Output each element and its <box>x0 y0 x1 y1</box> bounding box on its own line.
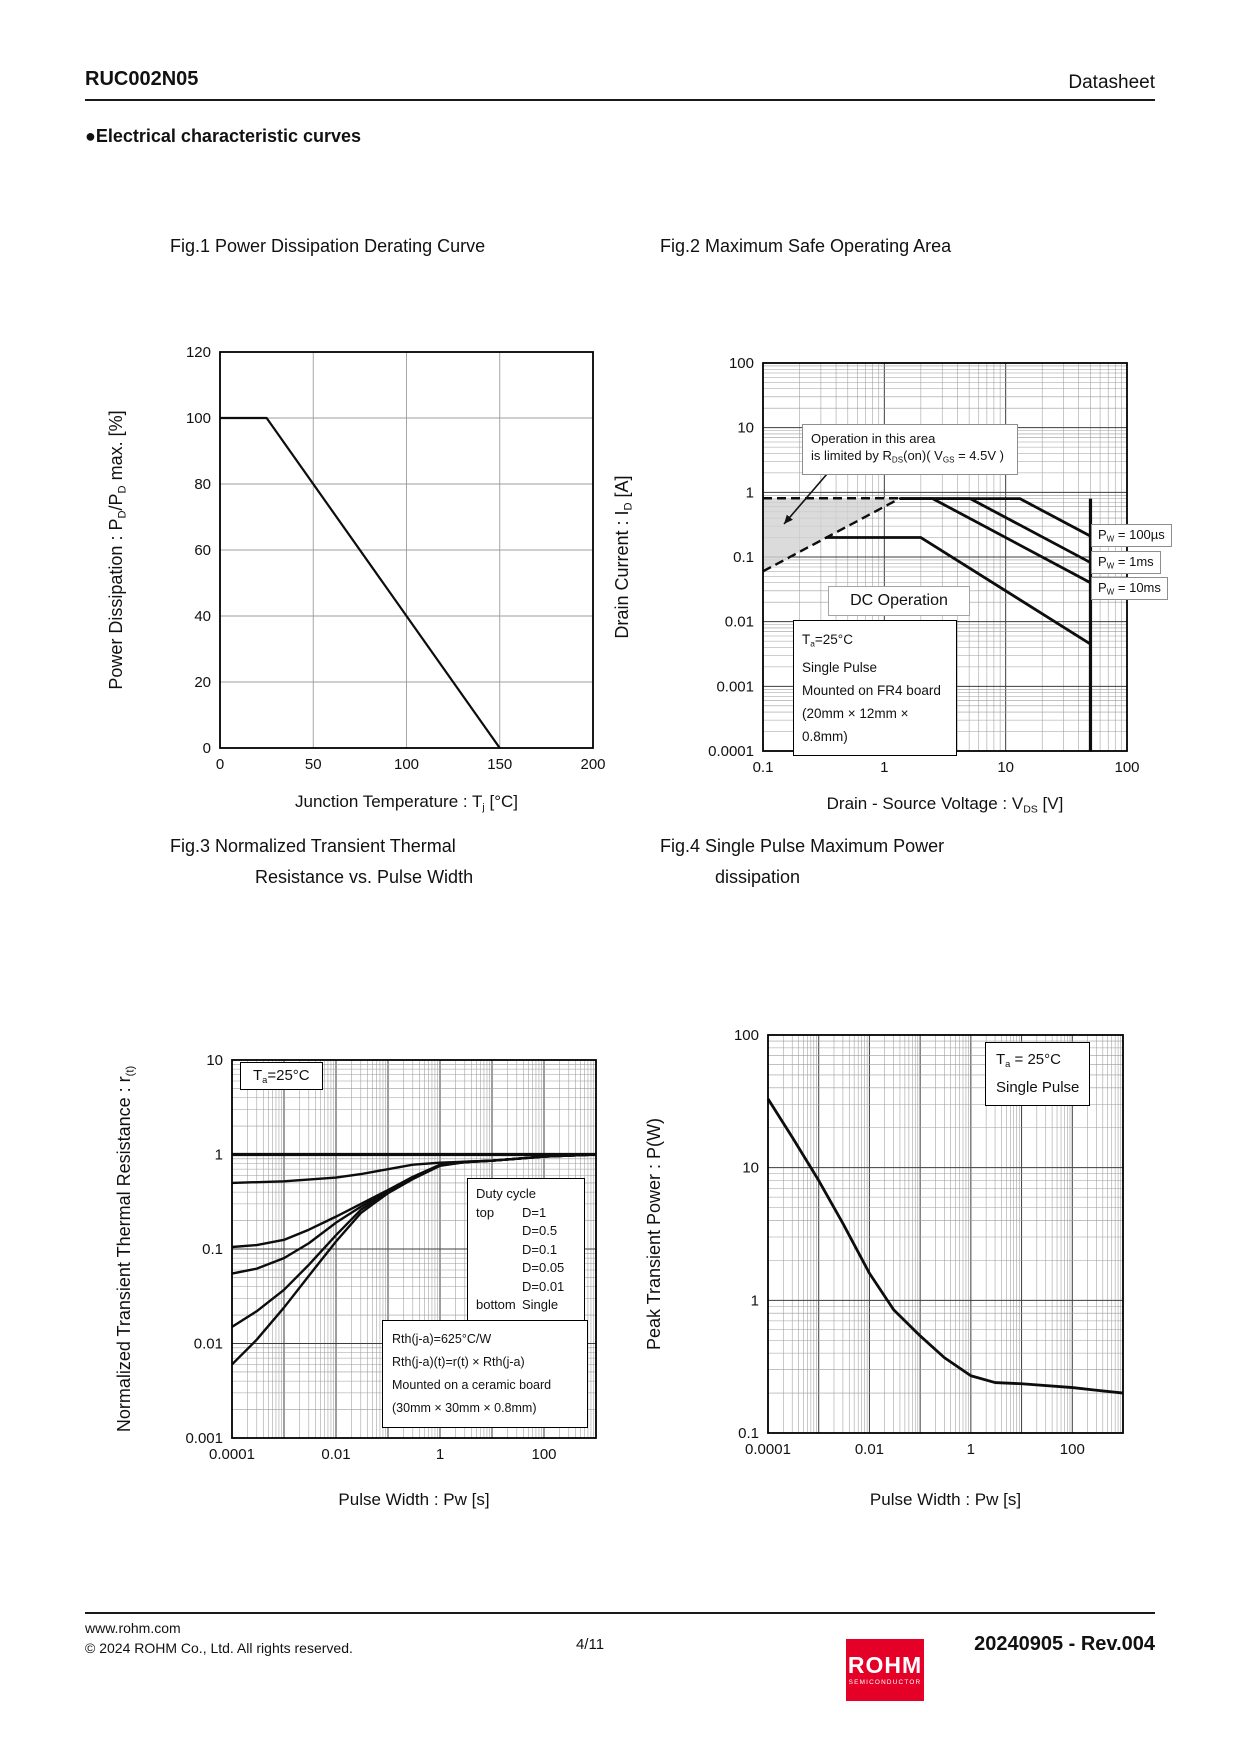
svg-text:0.1: 0.1 <box>733 549 754 566</box>
fig3-rth-line2: Rth(j-a)(t)=r(t) × Rth(j-a) <box>392 1355 525 1369</box>
svg-text:0.0001: 0.0001 <box>708 743 754 760</box>
svg-text:40: 40 <box>194 608 211 625</box>
fig2-condition-board: Mounted on FR4 board <box>802 682 941 698</box>
fig1-x-axis-label: Junction Temperature : $T_j$ [°C] <box>294 792 518 814</box>
fig2-title: Fig.2 Maximum Safe Operating Area <box>660 236 952 256</box>
svg-text:1: 1 <box>880 759 889 776</box>
fig4-ta-line1: $T_a = 25^\circ C$ <box>996 1051 1061 1069</box>
fig3-rth-line4: (30mm × 30mm × 0.8mm) <box>392 1401 537 1415</box>
fig4-ta-box <box>985 1042 1090 1106</box>
svg-text:0.0001: 0.0001 <box>745 1441 791 1458</box>
fig3-x-axis-label: Pulse Width : Pw [s] <box>338 1490 490 1509</box>
svg-text:0: 0 <box>215 756 225 773</box>
svg-text:100: 100 <box>728 355 754 372</box>
fig2-condition-size: (20mm × 12mm × 0.8mm) <box>802 705 909 744</box>
svg-text:0.1: 0.1 <box>752 759 774 776</box>
fig3-duty-row: top D=1 <box>476 1204 547 1220</box>
svg-text:0.01: 0.01 <box>321 1446 351 1463</box>
svg-text:1: 1 <box>745 484 754 502</box>
svg-text:0.01: 0.01 <box>854 1441 885 1458</box>
svg-text:150: 150 <box>487 756 513 773</box>
svg-text:1: 1 <box>966 1441 976 1458</box>
fig3-rth-line1: Rth(j-a)=625°C/W <box>392 1332 492 1346</box>
fig3-duty-title: Duty cycle <box>476 1186 536 1201</box>
fig3-rth-note-box <box>382 1320 588 1428</box>
section-heading <box>85 126 361 147</box>
svg-text:0.1: 0.1 <box>738 1425 759 1442</box>
fig3-title-line2: Resistance vs. Pulse Width <box>255 867 474 887</box>
svg-text:200: 200 <box>580 756 606 773</box>
svg-text:100: 100 <box>185 410 211 427</box>
fig2-dc-operation-label: DC Operation <box>828 586 970 616</box>
svg-text:1: 1 <box>435 1446 445 1463</box>
fig2-x-axis-label: Drain - Source Voltage : $V_{DS}$ [V] <box>826 794 1064 816</box>
svg-text:10: 10 <box>997 759 1015 776</box>
svg-text:0.1: 0.1 <box>202 1241 223 1258</box>
svg-text:100: 100 <box>1114 759 1140 776</box>
header-divider <box>85 99 1155 101</box>
fig3-ta-box: $T_a=25^\circ C$ <box>240 1062 323 1090</box>
svg-text:100: 100 <box>733 1027 759 1044</box>
fig2-pw-1ms-label: $P_W = 1ms$ <box>1091 551 1161 574</box>
fig2-conditions-box <box>793 620 957 756</box>
fig3-duty-row: D=0.05 <box>522 1260 565 1275</box>
fig3-title-line1: Fig.3 Normalized Transient Thermal <box>170 836 456 856</box>
svg-text:0.01: 0.01 <box>193 1335 223 1353</box>
svg-text:100: 100 <box>1059 1441 1085 1458</box>
svg-text:1: 1 <box>214 1146 223 1164</box>
fig4-y-axis-label: Peak Transient Power : P(W) <box>644 1117 664 1351</box>
svg-text:20: 20 <box>194 674 211 691</box>
footer-revision: 20240905 - Rev.004 <box>974 1633 1155 1655</box>
fig2-operation-note <box>802 424 1018 475</box>
fig2-condition-pulse: Single Pulse <box>802 659 878 675</box>
footer-page-number: 4/11 <box>575 1636 605 1653</box>
footer-divider <box>85 1612 1155 1614</box>
fig1-y-axis-label: Power Dissipation : $P_D/P_D$ max. [%] <box>106 410 129 690</box>
fig3-y-axis-label: Normalized Transient Thermal Resistance : $r_{(t)}$ <box>114 1065 137 1433</box>
fig2-y-axis-label: Drain Current : $I_D$ [A] <box>612 475 635 639</box>
svg-text:10: 10 <box>737 419 754 437</box>
svg-text:0.001: 0.001 <box>716 678 754 696</box>
fig2-operation-note-line1: Operation in this area <box>811 431 936 446</box>
fig3-duty-row: D=0.5 <box>522 1223 558 1238</box>
svg-text:50: 50 <box>304 756 322 773</box>
svg-text:100: 100 <box>393 756 420 773</box>
svg-text:80: 80 <box>194 476 211 493</box>
svg-text:0.001: 0.001 <box>185 1430 223 1447</box>
svg-text:0.0001: 0.0001 <box>209 1446 255 1463</box>
svg-text:10: 10 <box>206 1052 223 1069</box>
fig4-ta-line2: Single Pulse <box>996 1078 1080 1096</box>
svg-text:100: 100 <box>531 1446 557 1463</box>
fig2-pw-10ms-label: $P_W = 10ms$ <box>1091 577 1168 600</box>
rohm-logo <box>846 1639 924 1701</box>
svg-text:0.01: 0.01 <box>724 613 754 631</box>
fig3-duty-row: D=0.1 <box>522 1241 558 1257</box>
fig2-condition-ta: $T_a=25^\circ C$ <box>802 632 853 649</box>
doc-type-label: Datasheet <box>1068 72 1155 93</box>
rohm-logo-subtext: SEMICONDUCTOR <box>848 1679 922 1686</box>
fig4-x-axis-label: Pulse Width : Pw [s] <box>869 1490 1022 1509</box>
footer-website: www.rohm.com <box>85 1620 181 1636</box>
fig4-title-line2: dissipation <box>715 867 801 887</box>
fig3-duty-row: bottom Single <box>476 1297 559 1312</box>
fig4-title-line1: Fig.4 Single Pulse Maximum Power <box>660 836 945 856</box>
fig3-duty-cycle-legend <box>467 1178 585 1322</box>
rohm-logo-text: ROHM <box>847 1652 923 1678</box>
svg-text:1: 1 <box>750 1292 759 1310</box>
svg-text:60: 60 <box>194 542 211 559</box>
footer-copyright: © 2024 ROHM Co., Ltd. All rights reserved. <box>85 1640 353 1656</box>
part-number: RUC002N05 <box>85 68 199 90</box>
fig3-duty-row: D=0.01 <box>522 1278 565 1294</box>
fig1-title: Fig.1 Power Dissipation Derating Curve <box>170 236 486 256</box>
bullet-icon: ● <box>85 126 96 146</box>
section-title: Electrical characteristic curves <box>95 126 362 146</box>
svg-text:10: 10 <box>742 1159 759 1177</box>
svg-text:0: 0 <box>202 740 211 757</box>
svg-text:120: 120 <box>185 344 211 361</box>
fig2-operation-note-line2: is limited by $R_{DS}(on)$( $V_{GS} = 4.5V$ ) <box>811 448 1004 465</box>
fig2-pw-100us-label: $P_W = 100\mu s$ <box>1091 524 1172 547</box>
fig3-rth-line3: Mounted on a ceramic board <box>392 1378 552 1392</box>
